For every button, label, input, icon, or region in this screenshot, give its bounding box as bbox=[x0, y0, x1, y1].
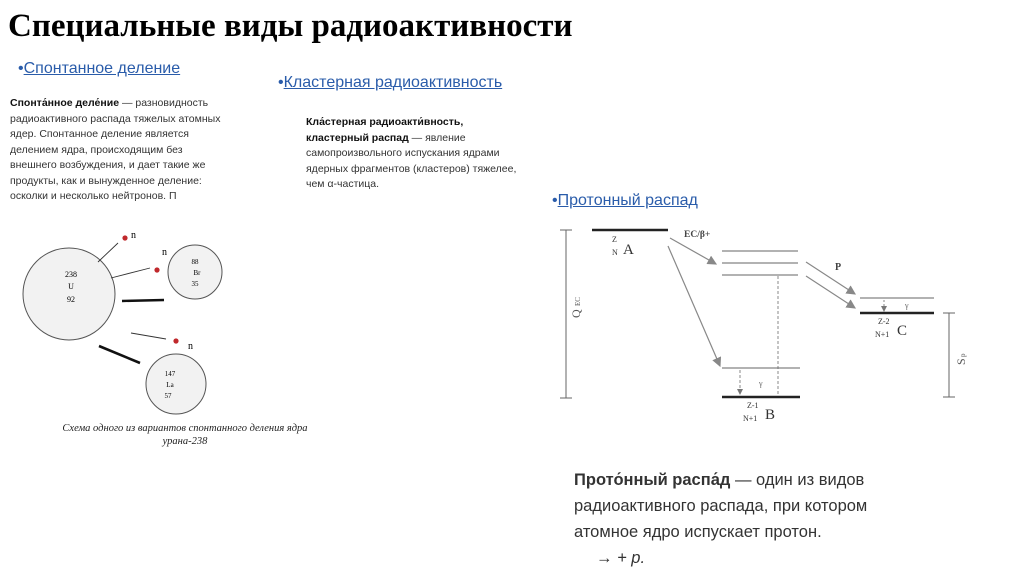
fission-line: внешнего возбуждения, и дает такие же bbox=[10, 159, 206, 171]
fission-diagram bbox=[0, 210, 340, 420]
proton-decay-diagram bbox=[550, 218, 980, 428]
fragment-arrow bbox=[99, 346, 140, 363]
page-title: Специальные виды радиоактивности bbox=[8, 8, 573, 44]
u-symbol: U bbox=[68, 282, 74, 291]
ec-arrow bbox=[668, 246, 720, 366]
link-cluster[interactable]: Кластерная радиоактивность bbox=[283, 74, 503, 91]
u-charge: 92 bbox=[67, 295, 75, 304]
gamma-label: γ bbox=[759, 379, 763, 388]
bullet-proton[interactable] bbox=[552, 192, 698, 210]
bullet-dot: • bbox=[552, 192, 558, 209]
cluster-line: — явление bbox=[408, 131, 466, 144]
neutron-dot bbox=[154, 267, 159, 272]
uranium-nucleus bbox=[23, 248, 115, 340]
ec-arrow bbox=[670, 238, 716, 264]
p-label: P bbox=[835, 262, 842, 273]
u-mass: 238 bbox=[65, 270, 77, 279]
bullet-fission[interactable] bbox=[18, 60, 180, 78]
p-arrow bbox=[806, 276, 855, 308]
fission-term: Спонта́нное деле́ние bbox=[10, 97, 120, 109]
ec-label: EC/β+ bbox=[684, 230, 711, 240]
gamma-label: γ bbox=[905, 301, 909, 310]
caption-line: Схема одного из вариантов спонтанного деления ядра bbox=[62, 423, 308, 434]
link-proton[interactable]: Протонный распад bbox=[557, 192, 698, 209]
la-charge: 57 bbox=[164, 392, 172, 400]
br-charge: 35 bbox=[191, 280, 199, 288]
bullet-dot: • bbox=[278, 74, 284, 91]
fission-line: — разновидность bbox=[119, 97, 209, 109]
b-n: N+1 bbox=[743, 414, 758, 423]
proton-line: — один из видов bbox=[730, 471, 865, 489]
fission-line: делением ядра, происходящим без bbox=[10, 143, 183, 156]
c-n: N+1 bbox=[875, 330, 890, 339]
proton-text bbox=[574, 467, 867, 571]
proton-line: атомное ядро испускает протон. bbox=[574, 523, 822, 541]
link-fission[interactable]: Спонтанное деление bbox=[23, 60, 181, 77]
cluster-text bbox=[306, 115, 516, 193]
neutron-label: n bbox=[162, 247, 167, 258]
fragment-arrow bbox=[122, 300, 164, 301]
caption-line: урана-238 bbox=[162, 436, 208, 447]
fission-caption bbox=[40, 422, 330, 448]
proton-line: радиоактивного распада, при котором bbox=[574, 497, 868, 515]
br-symbol: Br bbox=[193, 269, 201, 277]
b-symbol: B bbox=[765, 407, 776, 423]
neutron-dot bbox=[122, 235, 127, 240]
proton-term: Прото́нный распа́д bbox=[574, 471, 731, 489]
s-label: S bbox=[954, 358, 968, 365]
cluster-line: чем α-частица. bbox=[306, 178, 380, 190]
b-z: Z-1 bbox=[747, 401, 759, 410]
cluster-line: самопроизвольного испускания ядрами bbox=[306, 147, 500, 159]
neutron-label: n bbox=[188, 341, 193, 352]
cluster-line: ядерных фрагментов (кластеров) тяжелее, bbox=[306, 162, 517, 175]
proton-formula: → + p. bbox=[596, 549, 646, 567]
neutron-arrow bbox=[111, 268, 150, 278]
fission-line: осколки и несколько нейтронов. П bbox=[10, 190, 177, 202]
fission-line: радиоактивного распада тяжелых атомных bbox=[10, 112, 221, 125]
la-symbol: La bbox=[166, 381, 174, 389]
br-mass: 88 bbox=[191, 258, 199, 266]
p-arrow bbox=[806, 262, 855, 294]
neutron-dot bbox=[173, 338, 178, 343]
fission-text bbox=[10, 96, 220, 205]
c-symbol: C bbox=[897, 323, 908, 339]
cluster-term: Кла́стерная радиоакти́вность, bbox=[306, 116, 464, 128]
fission-line: ядер. Спонтанное деление является bbox=[10, 128, 189, 140]
fission-line: продукты, как и вынужденное деление: bbox=[10, 174, 202, 187]
a-z: Z bbox=[612, 235, 617, 244]
neutron-label: n bbox=[131, 230, 136, 241]
neutron-arrow bbox=[98, 243, 118, 262]
a-n: N bbox=[612, 248, 618, 257]
la-mass: 147 bbox=[164, 370, 176, 378]
lanthanum-nucleus bbox=[146, 354, 206, 414]
bullet-dot: • bbox=[18, 60, 24, 77]
cluster-term: кластерный распад bbox=[306, 131, 409, 144]
bullet-cluster[interactable] bbox=[278, 74, 502, 92]
c-z: Z-2 bbox=[878, 317, 890, 326]
q-label: Q bbox=[569, 309, 583, 318]
a-symbol: A bbox=[623, 242, 634, 258]
q-sub: EC bbox=[574, 297, 582, 306]
neutron-arrow bbox=[131, 333, 166, 339]
s-sub: p bbox=[959, 353, 967, 357]
